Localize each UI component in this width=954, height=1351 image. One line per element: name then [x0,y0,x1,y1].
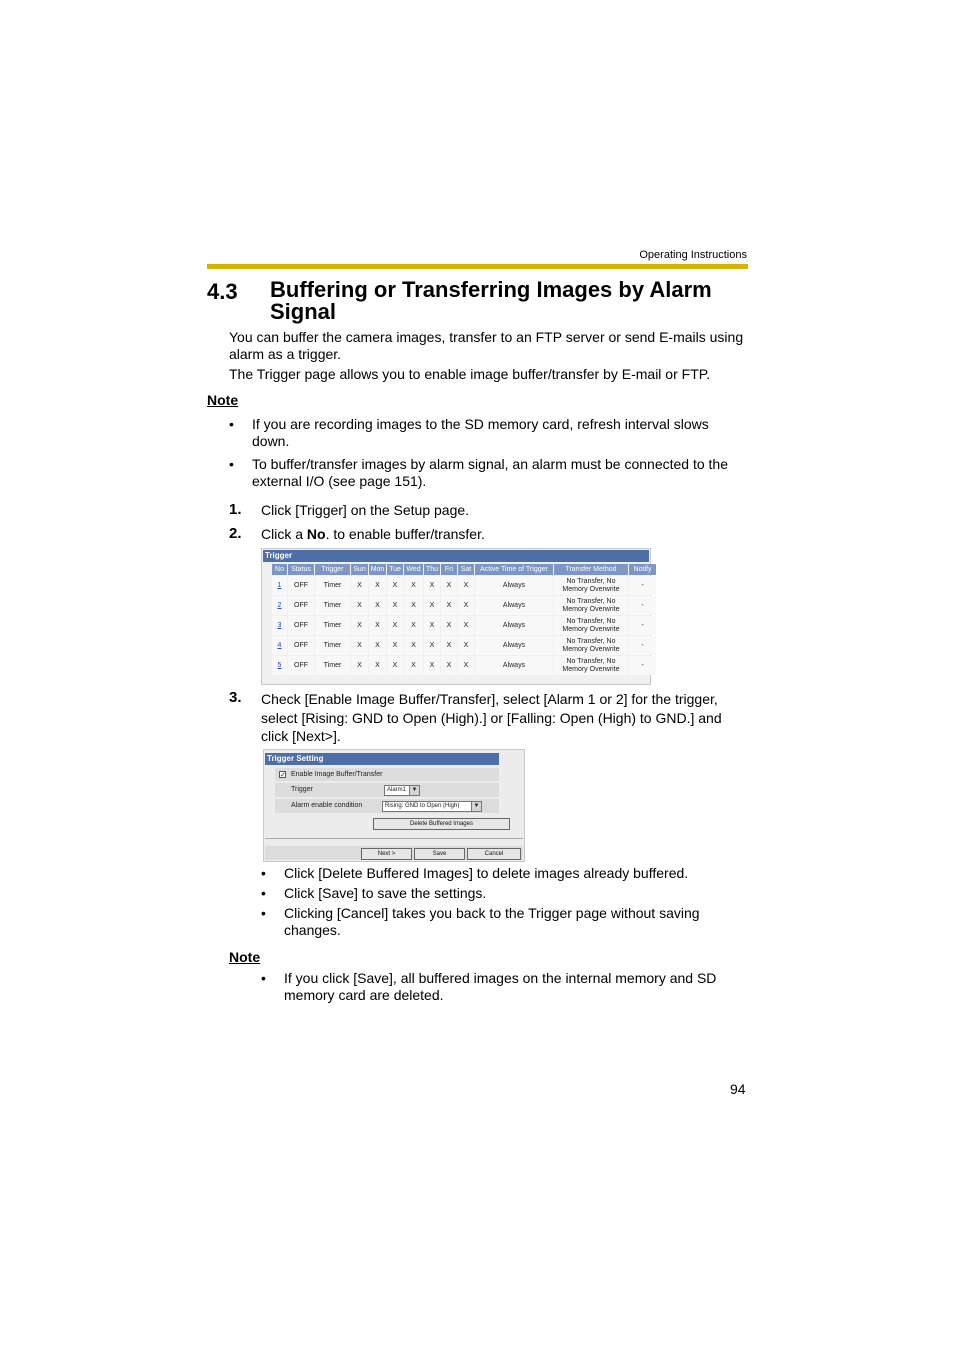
next-button[interactable]: Next > [361,848,412,860]
col-header: Trigger [315,564,350,575]
table-cell: OFF [288,616,314,635]
table-cell: No Transfer, No Memory Overwrite [554,656,628,675]
table-cell: X [458,576,474,595]
table-cell: X [369,596,386,615]
table-cell: - [629,596,656,615]
enable-label: Enable Image Buffer/Transfer [291,771,383,778]
step-text: Check [Enable Image Buffer/Transfer], select [Alarm 1 or 2] for the trigger, select [Rising: GND to Open (High).] or [Falling: Open (High) to GND.] and click [Next>]. [261,691,722,744]
table-cell: OFF [288,596,314,615]
table-cell: X [441,596,457,615]
table-cell: OFF [288,656,314,675]
table-row [272,616,656,635]
enable-checkbox[interactable]: ✓ [280,772,286,779]
col-header: Fri [441,564,457,575]
section-title: Buffering or Transferring Images by Alarm Signal [270,277,712,324]
table-cell: X [404,636,423,655]
col-header: Sun [351,564,368,575]
col-header: Tue [387,564,403,575]
table-cell: X [369,576,386,595]
bullet-dot: • [261,865,266,881]
col-header: Wed [404,564,423,575]
note-item: To buffer/transfer images by alarm signal, an alarm must be connected to the external I/O (see page 151). [252,456,728,489]
alarm-condition-row [275,799,499,813]
table-cell: Timer [315,596,350,615]
table-cell: X [458,616,474,635]
table-cell: X [458,656,474,675]
table-cell: Always [475,656,553,675]
table-cell: X [387,596,403,615]
table-cell: X [404,596,423,615]
step-number: 2. [229,525,242,542]
table-row [272,636,656,655]
intro-paragraph: The Trigger page allows you to enable image buffer/transfer by E-mail or FTP. [229,366,711,382]
table-cell: X [351,616,368,635]
save-button[interactable]: Save [414,848,465,860]
trigger-number-link[interactable]: 2 [272,596,287,615]
alarm-condition-label: Alarm enable condition [291,802,363,809]
step-text-pre: Click a [261,526,307,542]
trigger-number-link[interactable]: 5 [272,656,287,675]
table-cell: Always [475,576,553,595]
trigger-setting-title-bar: Trigger Setting [265,753,499,765]
step-text: Click [Trigger] on the Setup page. [261,502,470,518]
table-row [272,596,656,615]
section-number: 4.3 [207,279,238,304]
table-cell: Timer [315,656,350,675]
note-label: Note [207,392,239,408]
table-cell: X [441,576,457,595]
alarm-condition-select[interactable] [382,801,482,812]
intro-paragraph: You can buffer the camera images, transfer to an FTP server or send E-mails using alarm as a trigger. [229,329,744,362]
table-cell: X [404,616,423,635]
chevron-down-icon: ▼ [471,802,481,811]
table-cell: X [441,636,457,655]
col-header: Transfer Method [554,564,628,575]
step-number: 1. [229,501,242,518]
table-cell: OFF [288,576,314,595]
col-header: Mon [370,566,385,573]
cancel-button[interactable]: Cancel [467,848,521,860]
bullet-dot: • [261,970,266,986]
trigger-select[interactable] [384,785,420,796]
alarm-condition-value: Rising: GND to Open (High) [385,803,460,809]
table-cell: X [424,616,440,635]
table-cell: X [404,656,423,675]
table-cell: - [629,616,656,635]
table-cell: Always [475,616,553,635]
table-cell: Timer [315,576,350,595]
running-header: Operating Instructions [639,249,747,261]
table-cell: No Transfer, No Memory Overwrite [554,616,628,635]
page-number: 94 [730,1081,746,1097]
table-cell: X [458,636,474,655]
col-header: No [272,564,287,575]
table-cell: X [387,656,403,675]
table-cell: X [404,576,423,595]
table-cell: X [441,616,457,635]
table-cell: X [424,576,440,595]
table-cell: - [629,636,656,655]
col-header: Notify [629,564,656,575]
table-cell: - [629,656,656,675]
table-cell: Always [475,596,553,615]
trigger-number-link[interactable]: 3 [272,616,287,635]
table-cell: No Transfer, No Memory Overwrite [554,636,628,655]
note-item: If you are recording images to the SD memory card, refresh interval slows down. [252,416,709,449]
table-cell: Timer [315,636,350,655]
note-label: Note [229,949,261,965]
table-cell: OFF [288,636,314,655]
delete-buffered-images-button[interactable]: Delete Buffered Images [373,818,510,830]
table-cell: X [387,576,403,595]
table-cell: X [387,636,403,655]
table-cell: - [629,576,656,595]
step-text-post: . to enable buffer/transfer. [325,526,485,542]
trigger-number-link[interactable]: 1 [272,576,287,595]
table-cell: X [369,616,386,635]
table-cell: X [387,616,403,635]
step-text [261,526,485,543]
trigger-label: Trigger [291,786,313,793]
trigger-title-bar: Trigger [263,550,649,562]
table-cell: Timer [315,616,350,635]
header-rule [207,264,748,269]
table-cell: X [351,576,368,595]
table-cell: X [424,596,440,615]
table-cell: No Transfer, No Memory Overwrite [554,596,628,615]
col-header: Thu [425,566,439,573]
chevron-down-icon: ▼ [409,786,419,795]
bullet-dot: • [229,456,234,472]
col-header: Active Time of Trigger [475,564,553,575]
table-cell: X [369,636,386,655]
bullet-dot: • [261,885,266,901]
divider [265,838,523,839]
table-cell: X [351,596,368,615]
step-text-bold: No [306,526,326,542]
table-row [272,576,656,595]
col-header: Status [288,564,314,575]
table-cell: X [458,596,474,615]
table-row [272,656,656,675]
step3-bullet: Click [Delete Buffered Images] to delete images already buffered. [284,865,689,881]
note-item: If you click [Save], all buffered images on the internal memory and SD memory card are deleted. [284,970,717,1003]
table-cell: X [441,656,457,675]
trigger-row [275,783,499,797]
table-cell: X [369,656,386,675]
col-header: Sat [458,564,474,575]
trigger-table [271,563,657,676]
table-cell: No Transfer, No Memory Overwrite [554,576,628,595]
bullet-dot: • [261,905,266,921]
step3-bullet: Click [Save] to save the settings. [284,885,487,901]
step-number: 3. [229,689,242,706]
table-cell: X [424,656,440,675]
trigger-select-value: Alarm1 [387,787,407,793]
table-cell: Always [475,636,553,655]
bullet-dot: • [229,416,234,432]
table-cell: X [351,656,368,675]
step3-bullet: Clicking [Cancel] takes you back to the Trigger page without saving changes. [284,905,700,938]
table-cell: X [424,636,440,655]
trigger-number-link[interactable]: 4 [272,636,287,655]
enable-row [275,768,499,781]
table-cell: X [351,636,368,655]
